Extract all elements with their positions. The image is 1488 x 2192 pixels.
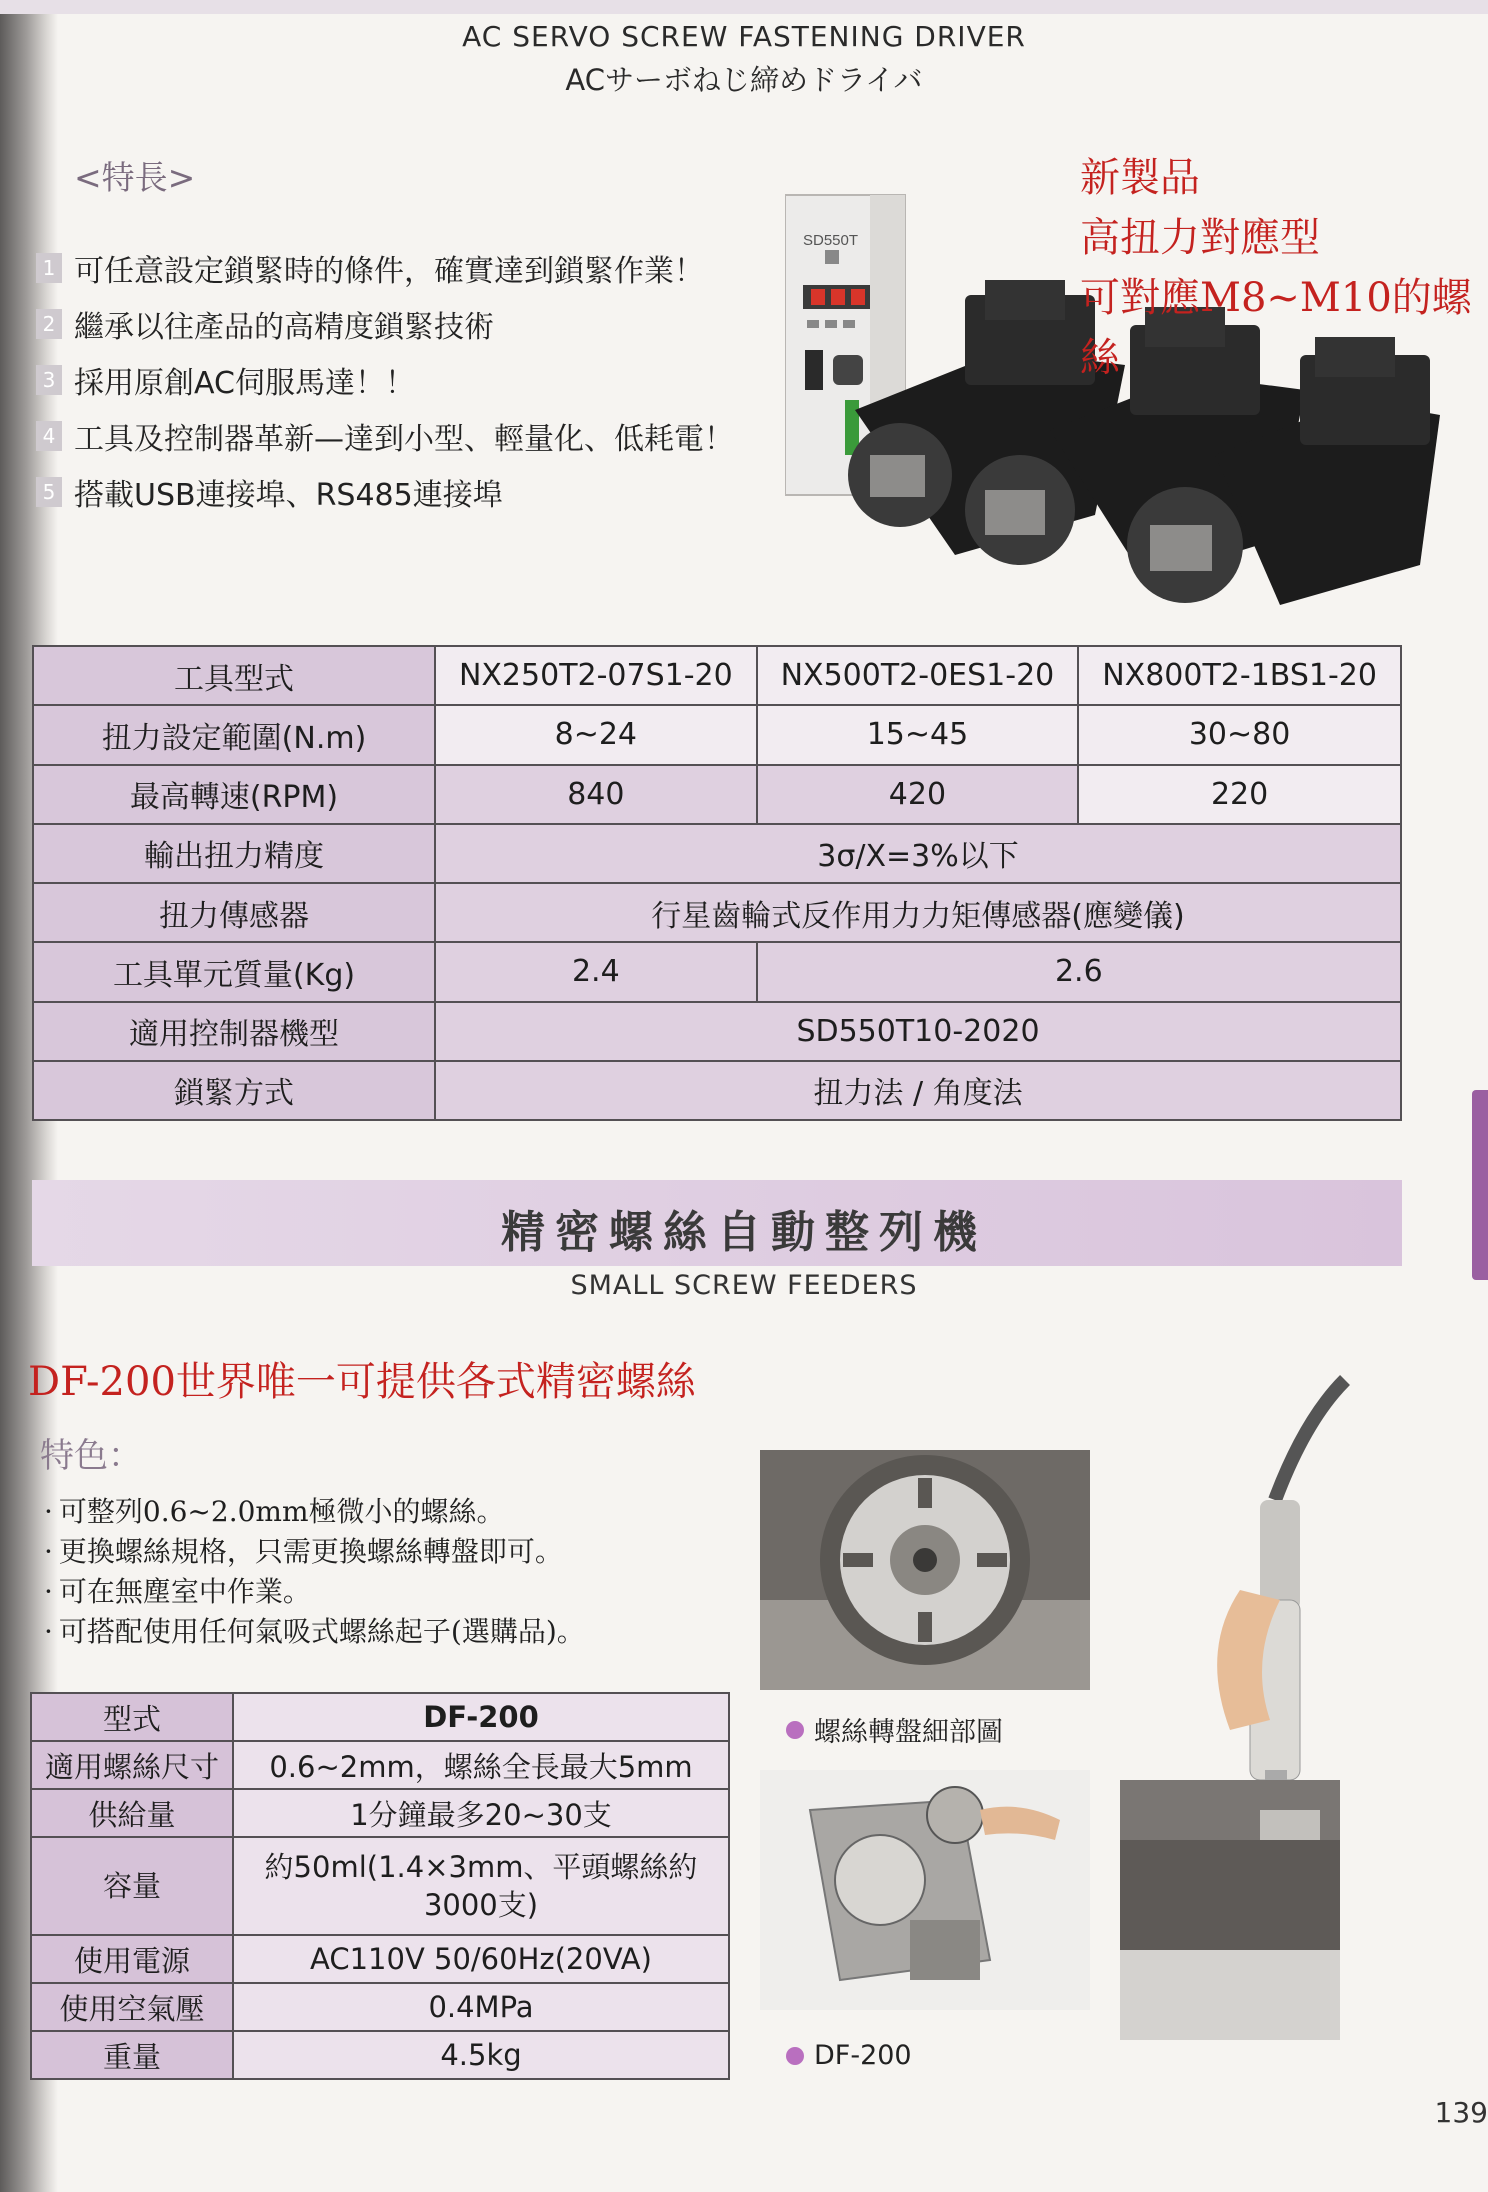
features-heading-2: 特色： — [40, 1436, 142, 1476]
row-label: 使用電源 — [31, 1935, 233, 1983]
table-row — [33, 1061, 1401, 1120]
table-row — [31, 1837, 729, 1935]
feeder-feature-item: · 可整列0.6~2.0mm極微小的螺絲。 — [44, 1490, 585, 1530]
mass-cell: 2.4 — [435, 942, 757, 1001]
header-title-jp: ACサーボねじ締めドライバ — [565, 63, 923, 97]
row-label: 供給量 — [31, 1789, 233, 1837]
feature-item — [36, 464, 734, 520]
feeder-feature-item: · 可搭配使用任何氣吸式螺絲起子(選購品)。 — [44, 1610, 585, 1650]
df200-with-screwdriver-photo — [1110, 1370, 1440, 2070]
method-cell: 扭力法 / 角度法 — [435, 1061, 1401, 1120]
promo-line: 高扭力對應型 — [1080, 215, 1320, 261]
rpm-cell: 840 — [435, 765, 757, 824]
features-heading: <特長> — [74, 158, 196, 197]
feature-item — [36, 240, 734, 296]
row-label: 鎖緊方式 — [33, 1061, 435, 1120]
row-label: 最高轉速(RPM) — [33, 765, 435, 824]
df200-caption — [786, 2040, 912, 2071]
feature-text: 可任意設定鎖緊時的條件，確實達到鎖緊作業！ — [74, 254, 704, 289]
page-number: 139 — [1434, 2096, 1488, 2129]
rpm-cell: 420 — [757, 765, 1079, 824]
mass-cell: 2.6 — [757, 942, 1401, 1001]
row-label: 適用螺絲尺寸 — [31, 1741, 233, 1789]
feature-number: 3 — [36, 365, 62, 395]
table-row — [33, 883, 1401, 942]
table-row — [31, 1693, 729, 1741]
promo-line: 可對應M8~M10的螺絲 — [1080, 275, 1472, 381]
caption-text: DF-200 — [814, 2040, 912, 2071]
feeder-feature-list — [44, 1490, 585, 1650]
feature-number: 4 — [36, 421, 62, 451]
table-row — [33, 1002, 1401, 1061]
section-title: 精密螺絲自動整列機 — [501, 1207, 987, 1258]
df200-open-unit-photo — [760, 1770, 1090, 2010]
promo-line: 新製品 — [1080, 155, 1200, 201]
section-subtitle: SMALL SCREW FEEDERS — [570, 1270, 918, 1301]
accuracy-cell: 3σ/X=3%以下 — [435, 824, 1401, 883]
feature-text: 工具及控制器革新—達到小型、輕量化、低耗電！ — [74, 422, 734, 457]
caption-bullet-icon — [786, 2047, 804, 2065]
df200-spec-table — [30, 1692, 730, 2080]
model-cell: NX800T2-1BS1-20 — [1078, 646, 1401, 705]
table-row — [33, 942, 1401, 1001]
row-label: 工具型式 — [33, 646, 435, 705]
feature-item — [36, 352, 734, 408]
feeder-feature-item: · 更換螺絲規格，只需更換螺絲轉盤即可。 — [44, 1530, 585, 1570]
row-label: 適用控制器機型 — [33, 1002, 435, 1061]
controller-model-cell: SD550T10-2020 — [435, 1002, 1401, 1061]
df200-headline: DF-200世界唯一可提供各式精密螺絲 — [28, 1359, 696, 1405]
servo-spec-table — [32, 645, 1402, 1121]
table-row — [33, 765, 1401, 824]
row-label: 扭力傳感器 — [33, 883, 435, 942]
torque-cell: 8~24 — [435, 705, 757, 764]
header-title-en: AC SERVO SCREW FASTENING DRIVER — [462, 20, 1026, 53]
row-label: 工具單元質量(Kg) — [33, 942, 435, 1001]
feature-item — [36, 408, 734, 464]
table-row — [31, 1789, 729, 1837]
feature-number: 5 — [36, 477, 62, 507]
model-cell: NX500T2-0ES1-20 — [757, 646, 1079, 705]
model-cell: NX250T2-07S1-20 — [435, 646, 757, 705]
table-row — [31, 1935, 729, 1983]
feeder-feature-item: · 可在無塵室中作業。 — [44, 1570, 585, 1610]
row-label: 使用空氣壓 — [31, 1983, 233, 2031]
sensor-cell: 行星齒輪式反作用力力矩傳感器(應變儀) — [435, 883, 1401, 942]
top-color-bar — [0, 0, 1488, 14]
feature-number: 2 — [36, 309, 62, 339]
turntable-caption — [786, 1710, 1003, 1749]
torque-cell: 15~45 — [757, 705, 1079, 764]
new-product-promo — [1080, 148, 1488, 388]
torque-cell: 30~80 — [1078, 705, 1401, 764]
feature-text: 採用原創AC伺服馬達！！ — [74, 366, 415, 401]
caption-text: 螺絲轉盤細部圖 — [814, 1717, 1003, 1748]
row-value: 4.5kg — [233, 2031, 729, 2079]
table-row — [33, 705, 1401, 764]
rpm-cell: 220 — [1078, 765, 1401, 824]
row-label: 型式 — [31, 1693, 233, 1741]
feature-number: 1 — [36, 253, 62, 283]
row-value: 約50ml(1.4×3mm、平頭螺絲約3000支) — [233, 1837, 729, 1935]
table-row — [33, 646, 1401, 705]
row-label: 重量 — [31, 2031, 233, 2079]
row-label: 容量 — [31, 1837, 233, 1935]
feature-item — [36, 296, 734, 352]
row-value: 1分鐘最多20~30支 — [233, 1789, 729, 1837]
feature-list — [36, 240, 734, 520]
feature-text: 繼承以往產品的高精度鎖緊技術 — [74, 310, 494, 345]
row-value: 0.4MPa — [233, 1983, 729, 2031]
screw-turntable-photo — [760, 1450, 1090, 1690]
table-row — [31, 1741, 729, 1789]
table-row — [31, 1983, 729, 2031]
table-row — [31, 2031, 729, 2079]
row-label: 輸出扭力精度 — [33, 824, 435, 883]
caption-bullet-icon — [786, 1721, 804, 1739]
table-row — [33, 824, 1401, 883]
row-value: 0.6~2mm，螺絲全長最大5mm — [233, 1741, 729, 1789]
row-label: 扭力設定範圍(N.m) — [33, 705, 435, 764]
row-value: DF-200 — [233, 1693, 729, 1741]
controller-label: SD550T — [803, 232, 859, 249]
row-value: AC110V 50/60Hz(20VA) — [233, 1935, 729, 1983]
feature-text: 搭載USB連接埠、RS485連接埠 — [74, 478, 503, 513]
